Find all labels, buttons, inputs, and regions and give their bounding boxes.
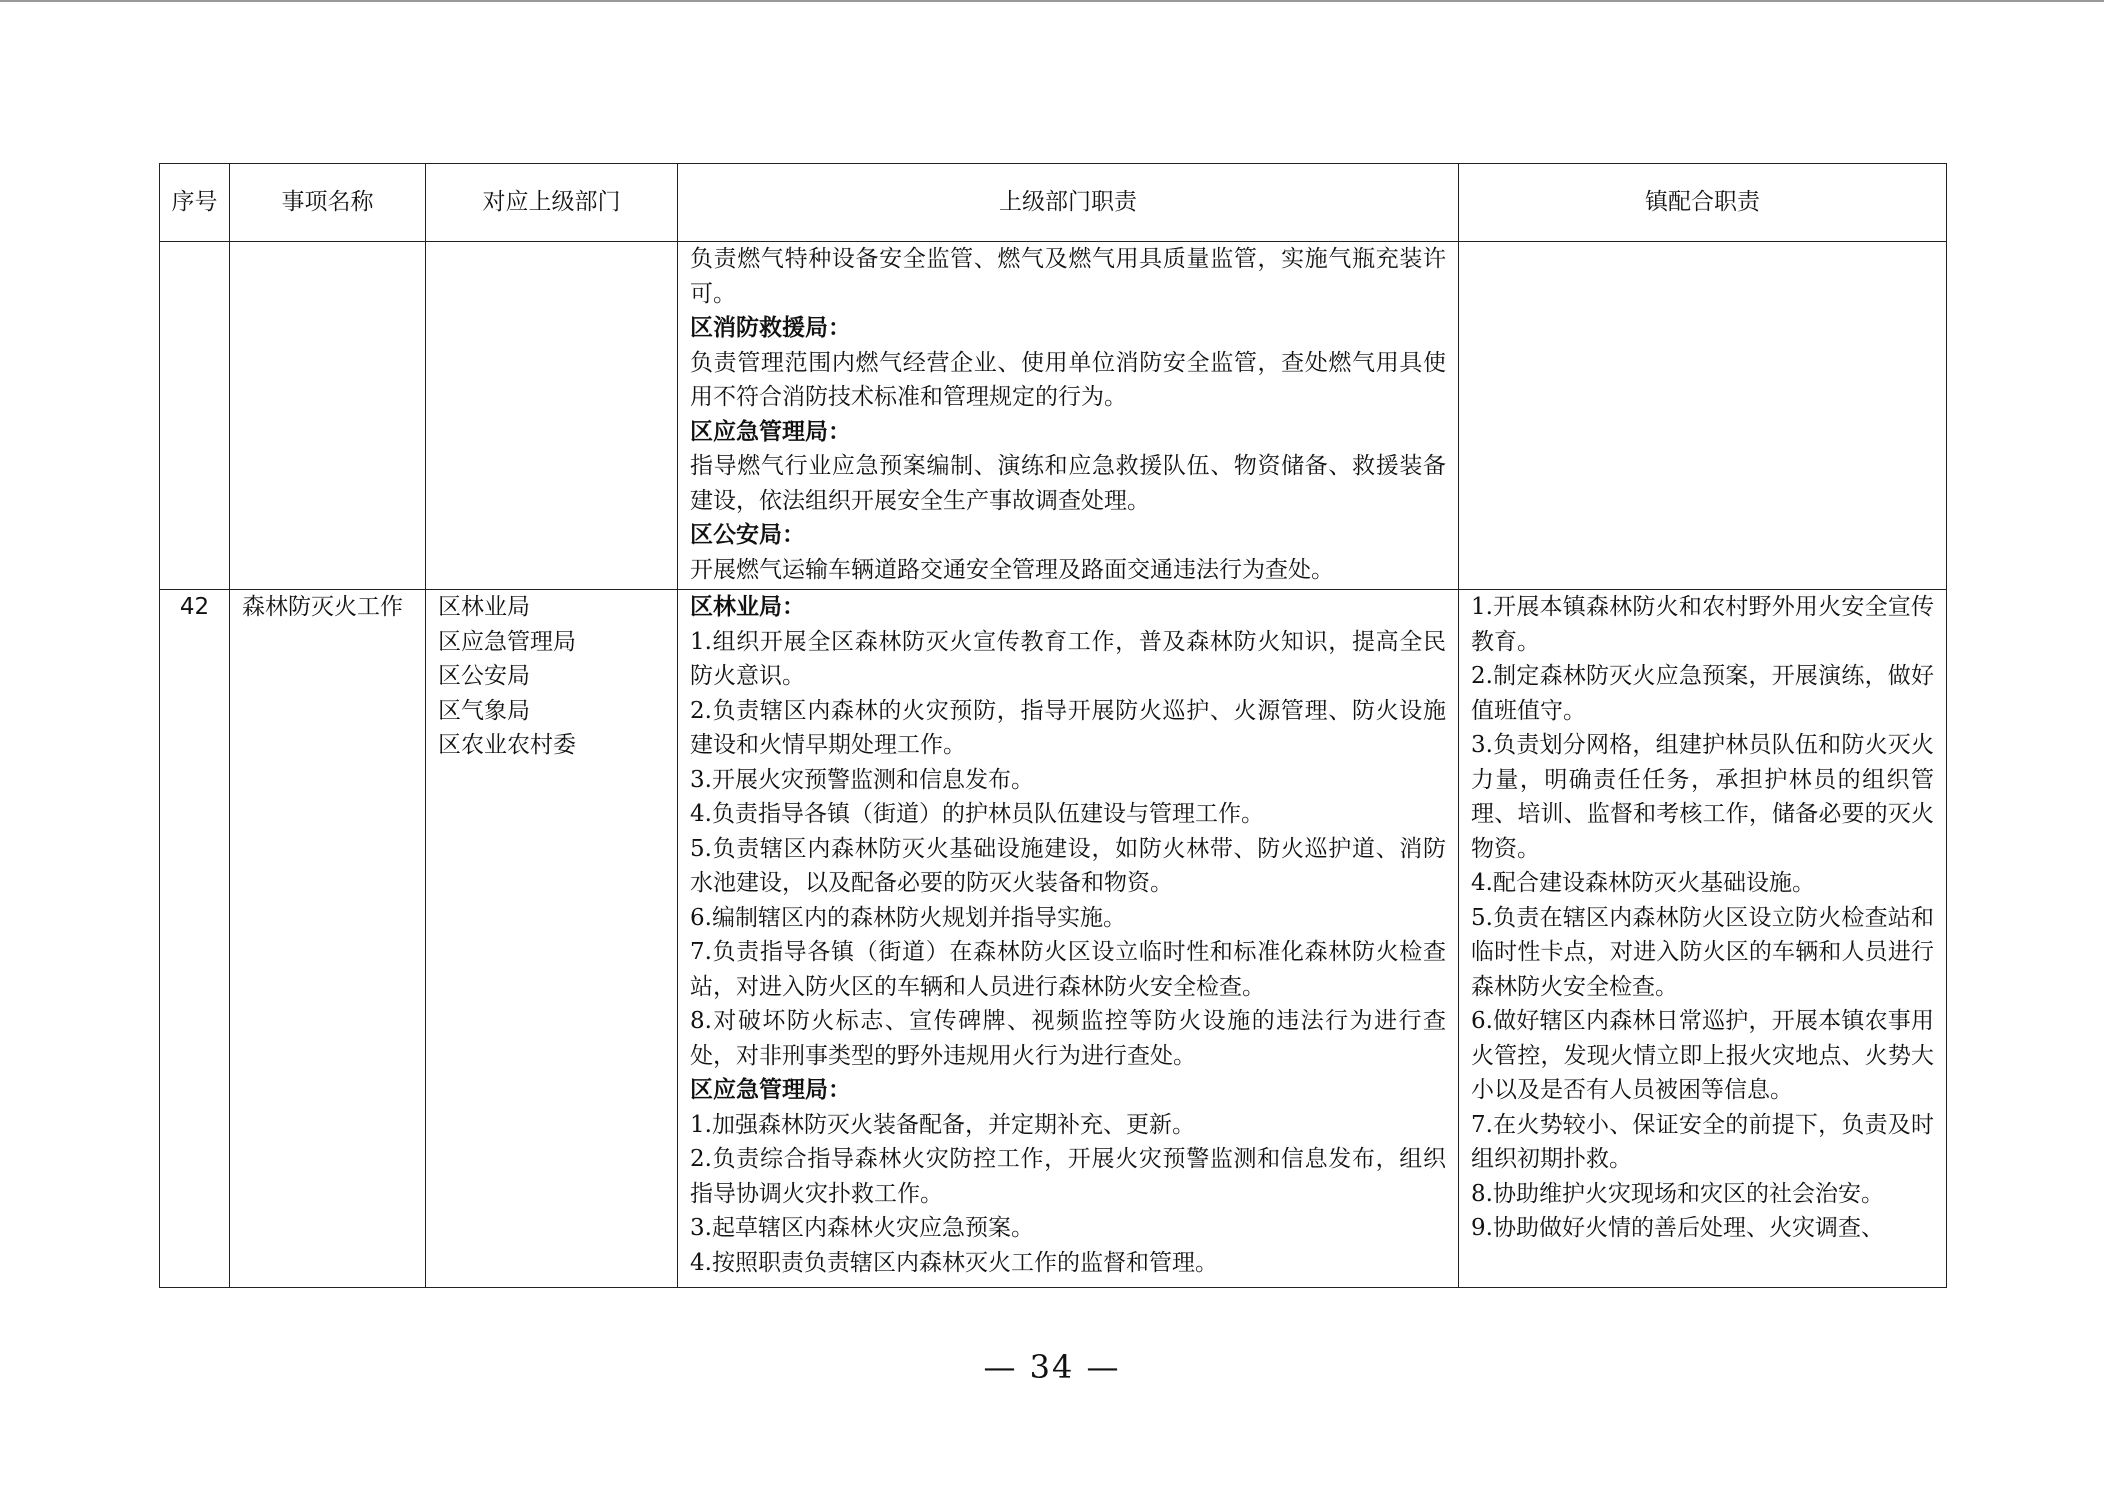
table-header-row (160, 164, 1947, 242)
header-seq: 序号 (160, 164, 230, 242)
duty-item: 负责管理范围内燃气经营企业、使用单位消防安全监管，查处燃气用具使用不符合消防技术标准和管理规定的行为。 (690, 349, 1446, 410)
table-row (160, 590, 1947, 1288)
town-duty-item: 7.在火势较小、保证安全的前提下，负责及时组织初期扑救。 (1471, 1111, 1934, 1172)
top-rule (0, 0, 2104, 2)
row-town (1459, 590, 1947, 1288)
duty-item: 7.负责指导各镇（街道）在森林防火区设立临时性和标准化森林防火检查站，对进入防火区的车辆和人员进行森林防火安全检查。 (690, 939, 1446, 1000)
dept-item: 区应急管理局 (438, 628, 576, 655)
duty-item: 3.开展火灾预警监测和信息发布。 (690, 766, 1034, 793)
dept-item: 区气象局 (438, 697, 530, 724)
department-heading: 区消防救援局： (690, 315, 851, 341)
duty-item: 1.加强森林防灭火装备配备，并定期补充、更新。 (690, 1111, 1195, 1138)
duty-item: 8.对破坏防火标志、宣传碑牌、视频监控等防火设施的违法行为进行查处，对非刑事类型的野外违规用火行为进行查处。 (690, 1008, 1446, 1069)
duty-item: 3.起草辖区内森林火灾应急预案。 (690, 1215, 1034, 1241)
duty-item: 2.负责综合指导森林火灾防控工作，开展火灾预警监测和信息发布，组织指导协调火灾扑救工作。 (690, 1146, 1446, 1207)
town-duty-item: 6.做好辖区内森林日常巡护，开展本镇农事用火管控，发现火情立即上报火灾地点、火势大小以及是否有人员被困等信息。 (1471, 1008, 1934, 1103)
row-name (230, 242, 426, 590)
department-heading: 区应急管理局： (690, 1077, 851, 1103)
row-seq (160, 242, 230, 590)
table-row (160, 242, 1947, 590)
duty-item: 指导燃气行业应急预案编制、演练和应急救援队伍、物资储备、救援装备建设，依法组织开展安全生产事故调查处理。 (690, 453, 1446, 514)
duty-item: 开展燃气运输车辆道路交通安全管理及路面交通违法行为查处。 (690, 556, 1334, 583)
dept-item: 区公安局 (438, 663, 530, 689)
duty-item: 1.组织开展全区森林防灭火宣传教育工作，普及森林防火知识，提高全民防火意识。 (690, 628, 1446, 689)
header-town: 镇配合职责 (1459, 164, 1947, 242)
town-duty-item: 3.负责划分网格，组建护林员队伍和防火灭火力量，明确责任任务，承担护林员的组织管理、培训、监督和考核工作，储备必要的灭火物资。 (1471, 732, 1934, 862)
responsibility-table (159, 163, 1947, 1288)
header-name: 事项名称 (230, 164, 426, 242)
town-duty-item: 1.开展本镇森林防火和农村野外用火安全宣传教育。 (1471, 594, 1934, 655)
page-number: — 34 — (983, 1348, 1121, 1386)
duty-item: 6.编制辖区内的森林防火规划并指导实施。 (690, 904, 1126, 931)
department-heading: 区林业局： (690, 594, 805, 620)
department-heading: 区应急管理局： (690, 418, 851, 445)
dept-item: 区林业局 (438, 594, 530, 620)
town-duty-item: 5.负责在辖区内森林防火区设立防火检查站和临时性卡点，对进入防火区的车辆和人员进行森林防火安全检查。 (1471, 904, 1934, 1000)
duty-item: 4.负责指导各镇（街道）的护林员队伍建设与管理工作。 (690, 801, 1264, 827)
header-duties: 上级部门职责 (678, 164, 1459, 242)
town-duty-item: 8.协助维护火灾现场和灾区的社会治安。 (1471, 1180, 1884, 1207)
row-seq: 42 (160, 590, 230, 1288)
duty-item: 负责燃气特种设备安全监管、燃气及燃气用具质量监管，实施气瓶充装许可。 (690, 246, 1446, 307)
department-heading: 区公安局： (690, 522, 805, 548)
row-name: 森林防灭火工作 (230, 590, 426, 1288)
row-town (1459, 242, 1947, 590)
row-duties (678, 242, 1459, 590)
town-duty-item: 9.协助做好火情的善后处理、火灾调查、 (1471, 1215, 1884, 1241)
header-dept: 对应上级部门 (426, 164, 678, 242)
duty-item: 2.负责辖区内森林的火灾预防，指导开展防火巡护、火源管理、防火设施建设和火情早期处理工作。 (690, 697, 1446, 758)
town-duty-item: 2.制定森林防灭火应急预案，开展演练，做好值班值守。 (1471, 663, 1934, 724)
town-duty-item: 4.配合建设森林防灭火基础设施。 (1471, 870, 1815, 896)
duty-item: 4.按照职责负责辖区内森林灭火工作的监督和管理。 (690, 1249, 1218, 1276)
duty-item: 5.负责辖区内森林防灭火基础设施建设，如防火林带、防火巡护道、消防水池建设，以及配备必要的防灭火装备和物资。 (690, 835, 1446, 896)
row-duties (678, 590, 1459, 1288)
row-dept (426, 242, 678, 590)
row-dept (426, 590, 678, 1288)
dept-item: 区农业农村委 (438, 732, 576, 758)
